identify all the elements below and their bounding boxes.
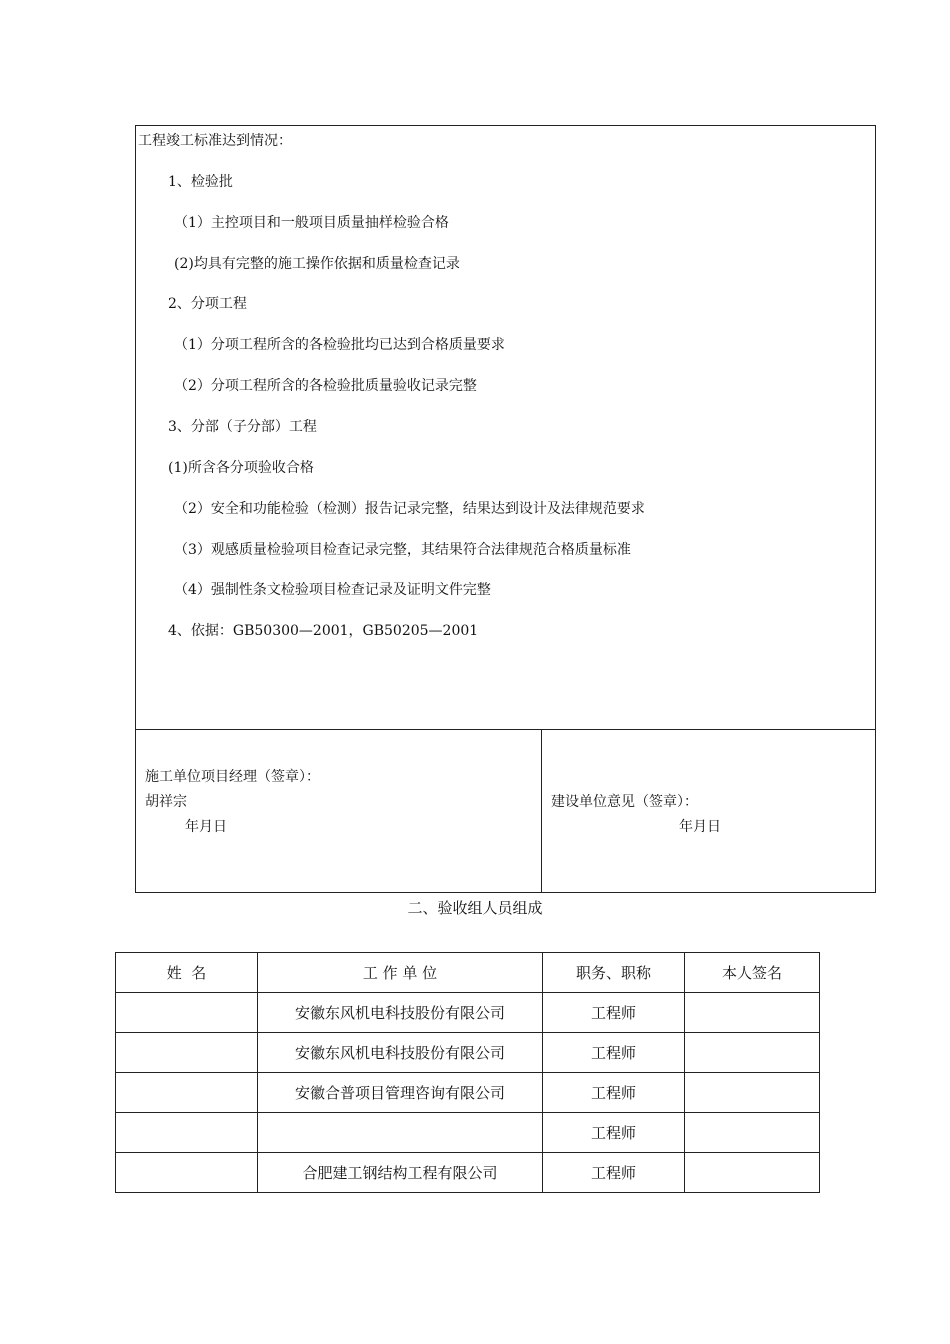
- member-title-cell: 工程师: [543, 1073, 685, 1113]
- signature-divider: [541, 730, 542, 892]
- contractor-manager-name: 胡祥宗: [145, 794, 187, 810]
- signature-box: [135, 730, 876, 893]
- standards-item: （3）观感质量检验项目检查记录完整，其结果符合法律规范合格质量标准: [174, 542, 631, 558]
- standards-item: 3、分部（子分部）工程: [168, 419, 317, 435]
- member-unit-cell: [258, 1113, 543, 1153]
- table-row: [116, 1033, 820, 1073]
- standards-item: （4）强制性条文检验项目检查记录及证明文件完整: [174, 582, 491, 598]
- section-title: 二、验收组人员组成: [407, 899, 543, 917]
- column-header-signature: 本人签名: [685, 953, 820, 993]
- contractor-manager-label: 施工单位项目经理（签章）：: [145, 769, 320, 785]
- standards-item: （2）安全和功能检验（检测）报告记录完整，结果达到设计及法律规范要求: [174, 501, 645, 517]
- standards-item: (1)所含各分项验收合格: [168, 460, 314, 476]
- standards-heading: 工程竣工标准达到情况：: [138, 133, 292, 149]
- member-title-cell: 工程师: [543, 993, 685, 1033]
- member-signature-cell: [685, 1113, 820, 1153]
- members-table: [115, 952, 820, 1193]
- member-title-cell: 工程师: [543, 1153, 685, 1193]
- standards-item: 2、分项工程: [168, 296, 247, 312]
- member-signature-cell: [685, 1033, 820, 1073]
- owner-date: 年月日: [679, 819, 721, 835]
- member-signature-cell: [685, 1153, 820, 1193]
- standards-item: 1、检验批: [168, 174, 233, 190]
- member-unit-cell: 安徽合普项目管理咨询有限公司: [258, 1073, 543, 1113]
- column-header-unit: 工 作 单 位: [258, 953, 543, 993]
- member-signature-cell: [685, 1073, 820, 1113]
- member-unit-cell: 安徽东风机电科技股份有限公司: [258, 1033, 543, 1073]
- member-name-cell: [116, 1113, 258, 1153]
- table-row: [116, 1153, 820, 1193]
- owner-opinion-label: 建设单位意见（签章）：: [551, 794, 698, 810]
- standards-item: (2)均具有完整的施工操作依据和质量检查记录: [174, 256, 460, 272]
- member-name-cell: [116, 1073, 258, 1113]
- member-name-cell: [116, 993, 258, 1033]
- member-name-cell: [116, 1033, 258, 1073]
- standards-item: （1）主控项目和一般项目质量抽样检验合格: [174, 215, 449, 231]
- contractor-date: 年月日: [185, 819, 227, 835]
- member-title-cell: 工程师: [543, 1033, 685, 1073]
- table-row: [116, 1073, 820, 1113]
- standards-basis: 4、依据：GB50300—2001，GB50205—2001: [168, 623, 479, 639]
- member-title-cell: 工程师: [543, 1113, 685, 1153]
- member-signature-cell: [685, 993, 820, 1033]
- column-header-name: 姓 名: [116, 953, 258, 993]
- table-header-row: [116, 953, 820, 993]
- table-row: [116, 993, 820, 1033]
- column-header-title: 职务、职称: [543, 953, 685, 993]
- standards-item: （2）分项工程所含的各检验批质量验收记录完整: [174, 378, 477, 394]
- member-name-cell: [116, 1153, 258, 1193]
- completion-standards-box: [135, 125, 876, 730]
- table-row: [116, 1113, 820, 1153]
- standards-item: （1）分项工程所含的各检验批均已达到合格质量要求: [174, 337, 505, 353]
- member-unit-cell: 安徽东风机电科技股份有限公司: [258, 993, 543, 1033]
- member-unit-cell: 合肥建工钢结构工程有限公司: [258, 1153, 543, 1193]
